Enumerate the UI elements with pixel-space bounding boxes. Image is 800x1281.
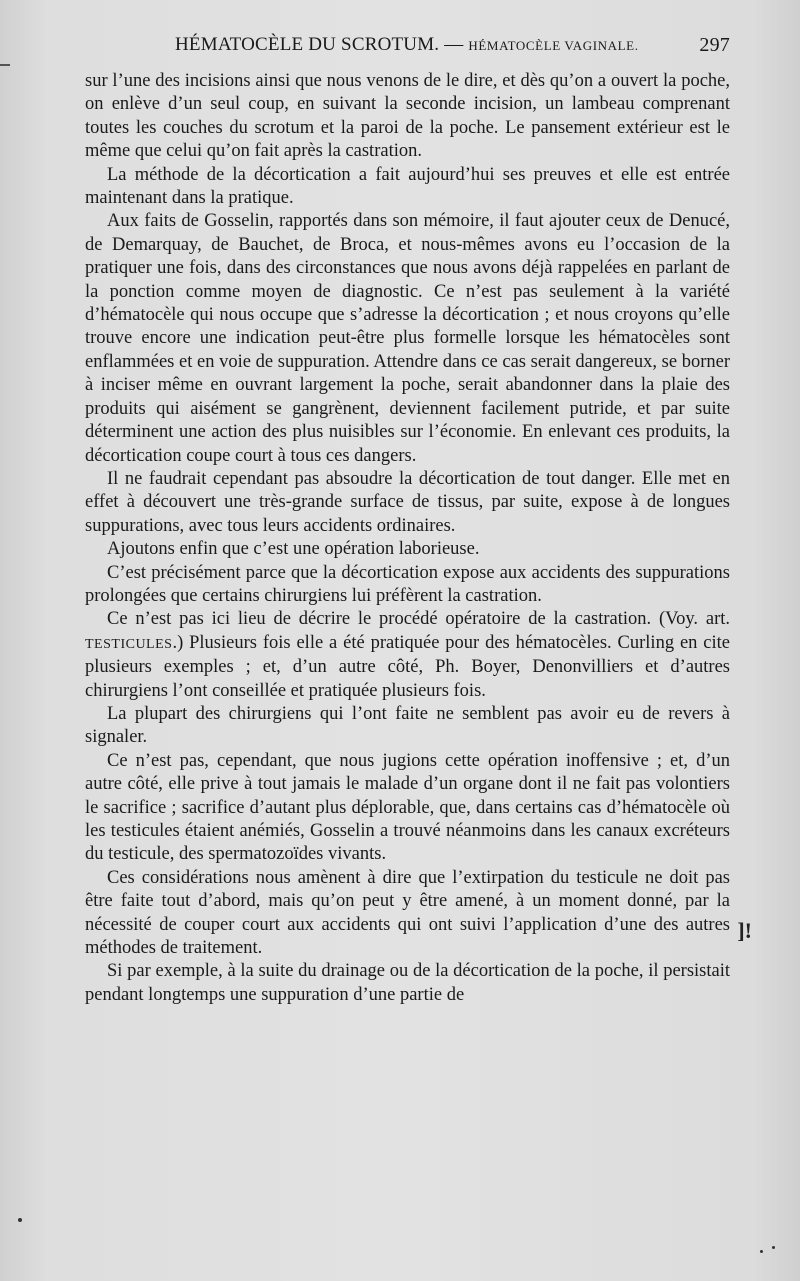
- small-caps-reference: TESTICULES: [85, 636, 173, 652]
- body-text: [85, 70, 730, 1007]
- ink-speck: [18, 1218, 22, 1222]
- header-title: [175, 34, 639, 56]
- paragraph: [85, 608, 730, 703]
- paragraph: Si par exemple, à la suite du drainage ou de la décortication de la poche, il persistait pendant longtemps une suppuration d’une partie de: [85, 961, 730, 1005]
- paragraph: Aux faits de Gosselin, rapportés dans son mémoire, il faut ajouter ceux de Denucé, de Demarquay, de Bauchet, de Broca, et nous-mêmes avons eu l’occasion de la pratiquer une fois, dans des circonstances que nous avons déjà rappelées en parlant de la ponction comme moyen de diagnostic. Ce n’est pas seulement à la variété d’hématocèle qui nous occupe que s’adresse la décortication ; et nous croyons qu’elle trouve encore une indication peut-être plus formelle lorsque les hématocèles sont enflammées et en voie de suppuration. Attendre dans ce cas serait dangereux, se borner à inciser même en ouvrant largement la poche, serait abandonner dans la plaie des produits qui aisément se gangrènent, deviennent facilement putride, et par suite déterminent une action des plus nuisibles sur l’économie. En enlevant ces produits, la décortication coupe court à tous ces dangers.: [85, 211, 730, 466]
- paragraph: Il ne faudrait cependant pas absoudre la décortication de tout danger. Elle met en effet à découvert une très-grande surface de tissus, par suite, expose à de longues suppurations, avec tous leurs accidents ordinaires.: [85, 468, 730, 536]
- paragraph-part: .) Plusieurs fois elle a été pratiquée pour des hématocèles. Curling en cite plusieurs exemples ; et, d’un autre côté, Ph. Boyer, Denonvilliers et d’autres chirurgiens l’ont conseillée et pratiquée plusieurs fois.: [85, 632, 730, 701]
- header-title-dash: —: [439, 34, 469, 55]
- paragraph: La méthode de la décortication a fait aujourd’hui ses preuves et elle est entrée maintenant dans la pratique.: [85, 164, 730, 209]
- paragraph: C’est précisément parce que la décortication expose aux accidents des suppurations prolongées que certains chirurgiens lui préfèrent la castration.: [85, 562, 730, 606]
- running-header: [85, 34, 730, 58]
- paragraph: Ce n’est pas, cependant, que nous jugions cette opération inoffensive ; et, d’un autre côté, elle prive à tout jamais le malade d’un organe dont il ne fait pas volontiers le sacrifice ; sacrifice d’autant plus déplorable, que, dans certains cas d’hématocèle où les testicules étaient anémiés, Gosselin a trouvé néanmoins dans les canaux excréteurs du testicule, des spermatozoïdes vivants.: [85, 750, 730, 865]
- paragraph-part: Ce n’est pas ici lieu de décrire le procédé opératoire de la castration. (Voy. art.: [107, 609, 730, 630]
- paragraph: Ajoutons enfin que c’est une opération laborieuse.: [107, 539, 480, 560]
- paragraph: La plupart des chirurgiens qui l’ont faite ne semblent pas avoir eu de revers à signaler.: [85, 703, 730, 748]
- margin-annotation: ]!: [737, 918, 752, 943]
- paragraph: sur l’une des incisions ainsi que nous venons de le dire, et dès qu’on a ouvert la poche, on enlève d’un seul coup, en suivant la seconde incision, un lambeau comprenant toutes les couches du scrotum et la paroi de la poche. Le pansement extérieur est le même que celui qu’on fait après la castration.: [85, 71, 730, 162]
- page-number: 297: [699, 34, 730, 56]
- header-title-main: HÉMATOCÈLE DU SCROTUM.: [175, 34, 440, 55]
- paragraph: Ces considérations nous amènent à dire que l’extirpation du testicule ne doit pas être faite tout d’abord, mais qu’on peut y être amené, à un moment donné, par la nécessité de couper court aux accidents qui ont suivi l’application d’une des autres méthodes de traitement.: [85, 867, 730, 959]
- ink-speck: [772, 1246, 775, 1249]
- ink-speck: [760, 1250, 763, 1253]
- page-edge-mark: [0, 64, 10, 66]
- header-title-sub: HÉMATOCÈLE VAGINALE.: [468, 38, 639, 53]
